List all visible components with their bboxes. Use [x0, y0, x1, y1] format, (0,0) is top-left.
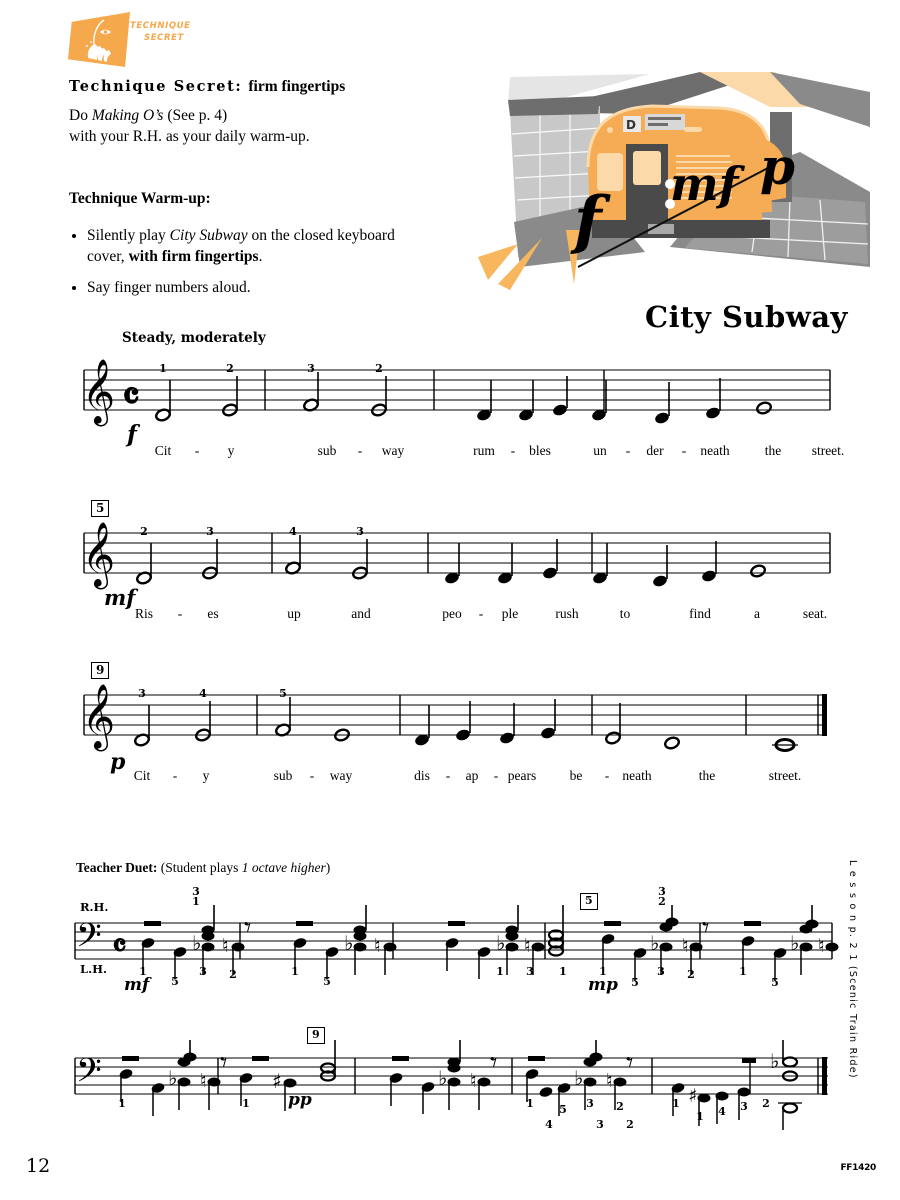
svg-text:♮: ♮ [222, 935, 229, 957]
lyric-syllable: - [510, 443, 516, 458]
duet-dynamic-mp: mp [588, 975, 618, 995]
svg-text:𝄾: 𝄾 [626, 1046, 634, 1079]
duet-fingering-upper: 3 [658, 885, 666, 898]
measure-number-5: 5 [91, 500, 109, 517]
svg-text:𝄾: 𝄾 [220, 1046, 228, 1079]
lyric-syllable: be [569, 768, 583, 783]
notes-measure-3 [476, 376, 608, 422]
fingering-number: 5 [279, 687, 287, 700]
lyric-syllable: rush [555, 606, 579, 621]
lyric-syllable: a [754, 606, 760, 621]
lyric-syllable: up [287, 606, 301, 621]
warmup-bullet-list [69, 225, 399, 308]
lyric-syllable: - [604, 768, 610, 783]
badge-line-1: TECHNIQUE [130, 21, 191, 31]
notes-measure-1 [155, 376, 239, 422]
bullet-1-post: . [258, 248, 263, 265]
lyric-syllable: un [593, 443, 607, 458]
catalog-code: FF1420 [840, 1163, 876, 1173]
duet-fingering: 5 [323, 975, 331, 988]
duet-time-signature: 𝄴 [112, 926, 127, 965]
face-hand-icon [78, 18, 122, 62]
duet2-fingering: 4 [718, 1105, 726, 1118]
do-pre: Do [69, 107, 92, 124]
lyric-syllable: pears [507, 768, 537, 783]
lesson-reference-sidebar: L e s s o n p. 2 1 (Scenic Train Ride) [847, 860, 858, 1079]
lyric-syllable: rum [473, 443, 495, 458]
lyric-syllable: y [227, 443, 235, 458]
duet-fingering: 1 [139, 965, 147, 978]
duet-fingering-upper: 3 [192, 885, 200, 898]
fingering-number: 4 [199, 687, 207, 700]
svg-text:♯: ♯ [272, 1069, 282, 1093]
lyric-syllable: street. [811, 443, 845, 458]
svg-text:♭: ♭ [770, 1049, 780, 1073]
lyric-syllable: to [619, 606, 631, 621]
half-rest [296, 921, 313, 926]
tempo-marking: Steady, moderately [122, 330, 266, 346]
duet-staff-system-2 [0, 1040, 900, 1130]
train-route-letter: D [626, 118, 636, 132]
duet2-fingering: 1 [696, 1110, 704, 1123]
svg-text:𝄾: 𝄾 [490, 1046, 498, 1079]
lyric-syllable: find [689, 606, 711, 621]
lyric-syllable: - [194, 443, 200, 458]
svg-text:♭: ♭ [192, 931, 202, 955]
fingering-number: 2 [226, 362, 234, 375]
svg-text:♮: ♮ [818, 935, 825, 957]
svg-text:𝄾: 𝄾 [702, 911, 710, 944]
list-item [87, 277, 399, 298]
fingering-number: 2 [375, 362, 383, 375]
dynamic-piano-illustration: p [760, 137, 795, 196]
duet-fingering: 2 [687, 968, 695, 981]
lyric-syllable: bles [529, 443, 551, 458]
fingering-number: 3 [206, 525, 214, 538]
bass-clef: 𝄢 [76, 917, 102, 963]
badge-label [130, 20, 200, 44]
treble-clef: 𝄞 [82, 522, 116, 587]
lyric-syllable: seat. [802, 606, 828, 621]
technique-secret-label: Technique Secret: [69, 78, 243, 95]
dynamic-piano-system-3: p [110, 749, 126, 775]
svg-text:♮: ♮ [606, 1070, 613, 1092]
bullet-1-strong: with firm fingertips [128, 248, 259, 265]
duet2-fingering: 2 [616, 1100, 624, 1113]
lyric-syllable: neath [622, 768, 652, 783]
lyric-syllable: and [351, 606, 371, 621]
duet-fingering: 3 [657, 965, 665, 978]
svg-text:♮: ♮ [470, 1070, 477, 1092]
svg-text:♭: ♭ [168, 1066, 178, 1090]
duet-fingering: 3 [199, 965, 207, 978]
time-signature-4-4: 𝄴 [122, 373, 140, 420]
lyric-syllable: y [202, 768, 210, 783]
lyric-syllable: street. [768, 768, 802, 783]
duet-dynamic-pp: pp [288, 1090, 312, 1110]
half-rest [144, 921, 161, 926]
fingering-number: 4 [289, 525, 297, 538]
lyric-syllable: - [177, 606, 183, 621]
subway-train-illustration [470, 52, 870, 292]
duet-fingering: 1 [496, 965, 504, 978]
treble-clef: 𝄞 [82, 684, 116, 749]
svg-text:♯: ♯ [688, 1085, 698, 1107]
duet-fingering: 1 [599, 965, 607, 978]
left-hand-label: L.H. [80, 962, 107, 976]
fingering-number: 3 [138, 687, 146, 700]
making-os-title: Making O’s [91, 107, 164, 124]
duet-fingering: 1 [291, 965, 299, 978]
lyric-syllable: Cit [154, 443, 172, 458]
duet-note-em: 1 octave higher [241, 860, 326, 875]
duet-fingering: 1 [559, 965, 567, 978]
lyric-syllable: - [357, 443, 363, 458]
do-post: (See p. 4) [163, 107, 228, 124]
lyric-syllable: - [478, 606, 484, 621]
teacher-duet-heading [76, 860, 330, 876]
dynamic-mezzoforte-system-2: mf [104, 585, 136, 610]
bass-clef: 𝄢 [76, 1052, 102, 1098]
quarter-rest: 𝄾 [244, 911, 252, 944]
technique-secret-value: firm fingertips [248, 78, 346, 95]
svg-text:♭: ♭ [574, 1066, 584, 1090]
lyric-syllable: peo [442, 606, 462, 621]
duet-fingering: 2 [229, 968, 237, 981]
duet-fingering: 1 [739, 965, 747, 978]
svg-text:♭: ♭ [650, 931, 660, 955]
lyric-syllable: - [445, 768, 451, 783]
lyric-syllable: the [698, 768, 716, 783]
duet-note-post: ) [325, 860, 331, 875]
svg-text:♮: ♮ [524, 935, 531, 957]
bullet-1-mid: on the closed keyboard cover, [87, 227, 395, 265]
duet-measure-number-9: 9 [307, 1027, 325, 1044]
page-number: 12 [26, 1155, 51, 1177]
lyric-syllable: ap [465, 768, 479, 783]
dynamic-forte-system-1: f [127, 421, 137, 448]
dynamic-mezzoforte-illustration: mf [670, 157, 739, 211]
duet-fingering: 5 [171, 975, 179, 988]
lyric-syllable: neath [700, 443, 730, 458]
badge-line-2: SECRET [144, 33, 184, 43]
duet2-fingering: 2 [626, 1118, 634, 1131]
lyric-syllable: der [646, 443, 664, 458]
duet2-fingering: 3 [586, 1097, 594, 1110]
lyric-syllable: Cit [133, 768, 151, 783]
dynamic-forte-illustration: f [574, 183, 602, 258]
do-line-2: with your R.H. as your daily warm-up. [69, 128, 310, 145]
svg-text:♭: ♭ [790, 931, 800, 955]
lyric-syllable: Ris [134, 606, 154, 621]
lyric-syllable: - [493, 768, 499, 783]
duet2-fingering: 1 [118, 1097, 126, 1110]
svg-text:♮: ♮ [682, 935, 689, 957]
duet2-fingering: 1 [526, 1097, 534, 1110]
bullet-1-song: City Subway [169, 227, 248, 244]
duet-measure-number-5: 5 [580, 893, 598, 910]
lyric-syllable: - [309, 768, 315, 783]
treble-clef: 𝄞 [82, 359, 116, 424]
duet2-fingering: 3 [596, 1118, 604, 1131]
lyric-syllable: ple [501, 606, 519, 621]
lyric-syllable: - [681, 443, 687, 458]
technique-warmup-heading: Technique Warm-up: [69, 190, 211, 207]
stacked-half-chord [549, 905, 563, 956]
fingering-number: 3 [307, 362, 315, 375]
lyric-syllable: the [764, 443, 782, 458]
notes-measure-4 [654, 378, 773, 425]
technique-secret-badge [68, 12, 198, 70]
duet-fingering: 5 [631, 976, 639, 989]
lyric-syllable: dis [414, 768, 430, 783]
lyric-syllable: sub [273, 768, 293, 783]
fingering-number: 3 [356, 525, 364, 538]
svg-text:♮: ♮ [200, 1070, 207, 1092]
svg-text:♭: ♭ [344, 931, 354, 955]
duet-fingering-upper: 2 [658, 895, 666, 908]
duet2-fingering: 3 [740, 1100, 748, 1113]
lyric-syllable: - [625, 443, 631, 458]
do-making-os-text [69, 105, 310, 147]
bullet-1-pre: Silently play [87, 227, 170, 244]
fingering-number: 2 [140, 525, 148, 538]
duet-fingering: 3 [526, 965, 534, 978]
duet-label: Teacher Duet: [76, 860, 158, 875]
svg-text:♭: ♭ [496, 931, 506, 955]
duet-dynamic-mf: mf [124, 975, 150, 995]
technique-secret-heading [69, 78, 345, 96]
lyric-syllable: way [381, 443, 405, 458]
duet2-fingering: 1 [672, 1097, 680, 1110]
list-item [87, 225, 399, 267]
page-title: City Subway [645, 300, 848, 334]
duet2-fingering: 1 [242, 1097, 250, 1110]
duet-fingering-upper: 1 [192, 895, 200, 908]
duet2-fingering: 5 [559, 1103, 567, 1116]
lyric-syllable: way [329, 768, 353, 783]
measure-number-9: 9 [91, 662, 109, 679]
duet2-fingering: 2 [762, 1097, 770, 1110]
right-hand-label: R.H. [80, 900, 109, 914]
duet-fingering: 5 [771, 976, 779, 989]
lyric-syllable: es [207, 606, 219, 621]
bullet-2-text: Say finger numbers aloud. [87, 279, 251, 296]
duet-note-pre: (Student plays [157, 860, 242, 875]
svg-text:♭: ♭ [438, 1066, 448, 1090]
fingering-number: 1 [159, 362, 167, 375]
svg-text:♮: ♮ [374, 935, 381, 957]
duet2-fingering: 4 [545, 1118, 553, 1131]
lyric-syllable: sub [317, 443, 337, 458]
lyric-syllable: - [172, 768, 178, 783]
